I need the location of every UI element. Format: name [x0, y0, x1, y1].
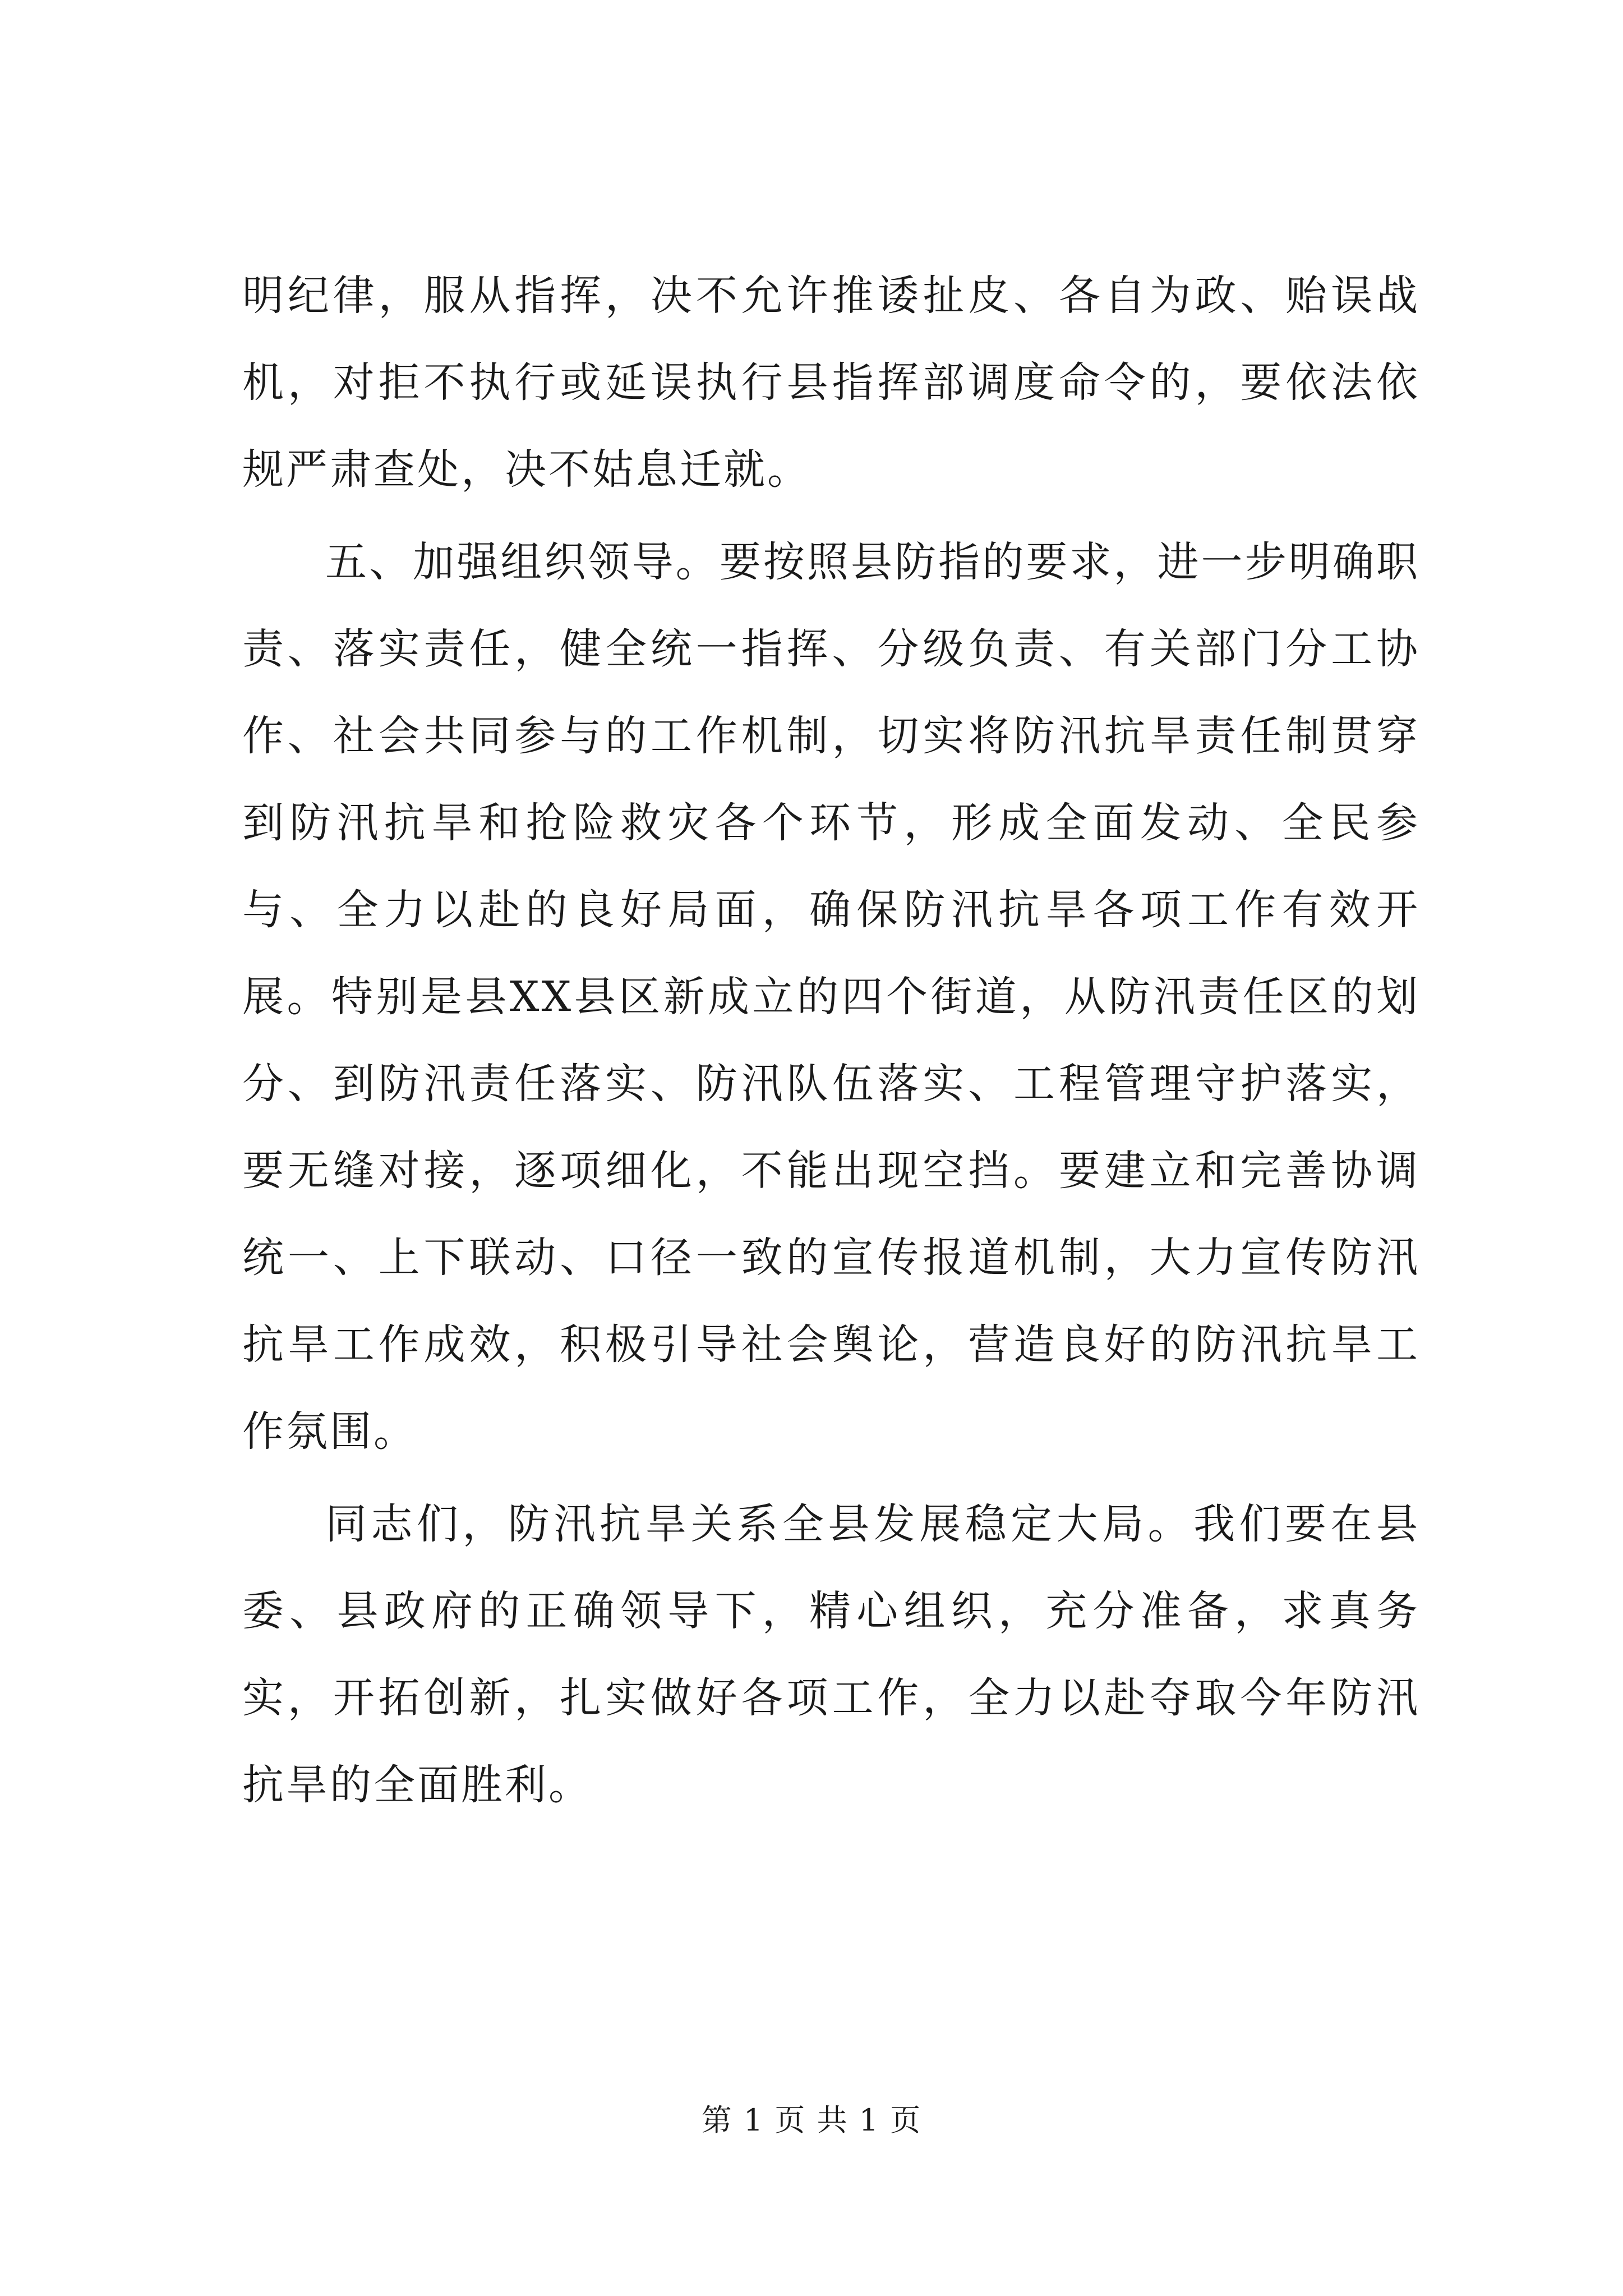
- paragraph-continued: 明纪律，服从指挥，决不允许推诿扯皮、各自为政、贻误战机，对拒不执行或延误执行县指挥部调度命令的，要依法依规严肃查处，决不姑息迁就。: [242, 272, 1420, 494]
- paragraph-section-five: 五、加强组织领导。要按照县防指的要求，进一步明确职责、落实责任，健全统一指挥、分级负责、有关部门分工协作、社会共同参与的工作机制，切实将防汛抗旱责任制贯穿到防汛抗旱和抢险救灾各个环节，形成全面发动、全民参与、全力以赴的良好局面，确保防汛抗旱各项工作有效开展。特别是县XX县区新成立的四个街道，从防汛责任区的划分、到防汛责任落实、防汛队伍落实、工程管理守护落实，要无缝对接，逐项细化，不能出现空挡。要建立和完善协调统一、上下联动、口径一致的宣传报道机制，大力宣传防汛抗旱工作成效，积极引导社会舆论，营造良好的防汛抗旱工作氛围。: [242, 538, 1420, 1456]
- page-number-footer: 第 1 页 共 1 页: [701, 2102, 922, 2138]
- document-body: [242, 252, 1420, 1834]
- paragraph-closing: 同志们，防汛抗旱关系全县发展稳定大局。我们要在县委、县政府的正确领导下，精心组织，充分准备，求真务实，开拓创新，扎实做好各项工作，全力以赴夺取今年防汛抗旱的全面胜利。: [242, 1500, 1420, 1809]
